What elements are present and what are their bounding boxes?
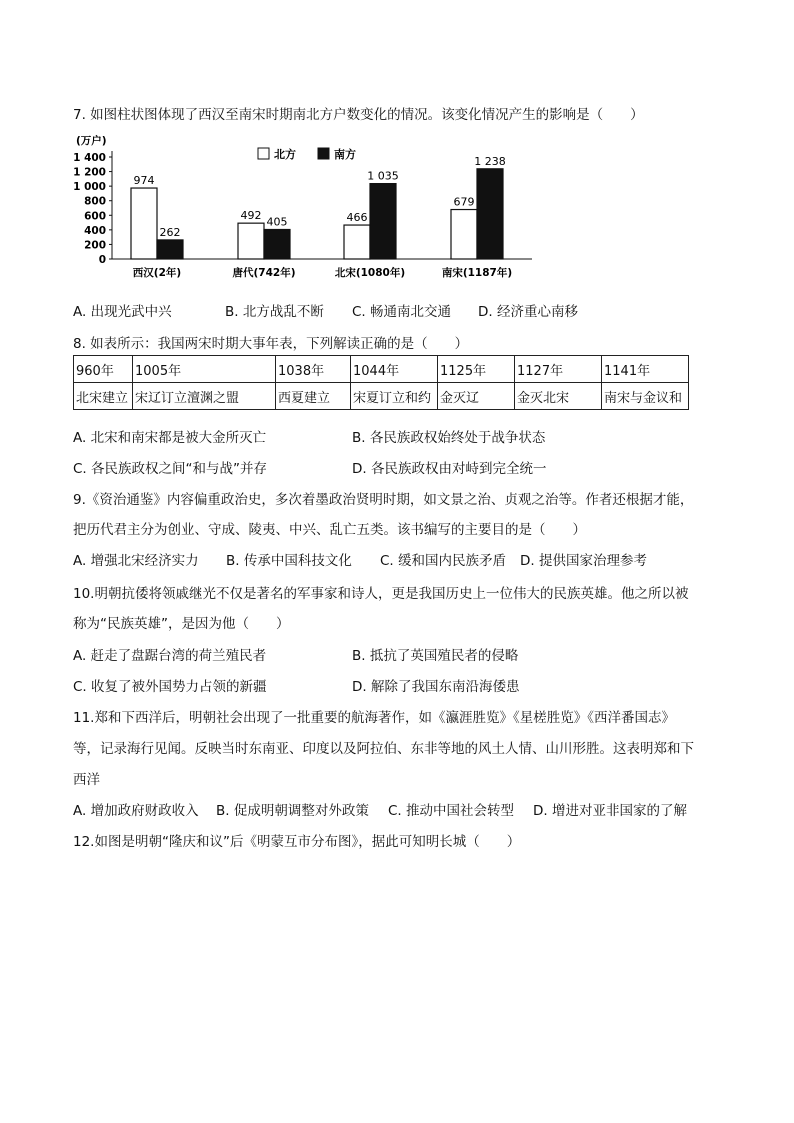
x-tick-label: 唐代(742年)	[232, 267, 296, 279]
q10-option-b[interactable]: B. 抵抗了英国殖民者的侵略	[352, 648, 519, 664]
q11-option-d[interactable]: D. 增进对亚非国家的了解	[533, 803, 687, 819]
q11-stem-line1: 11.郑和下西洋后，明朝社会出现了一批重要的航海著作，如《瀛涯胜览》《星槎胜览》《西洋番国志》	[73, 710, 675, 726]
y-tick-label: 1 400	[73, 152, 106, 164]
y-tick-label: 0	[98, 254, 106, 266]
events-table	[73, 355, 689, 410]
y-tick-label: 600	[84, 210, 106, 223]
y-tick-label: 1 200	[73, 166, 106, 179]
q7-option-d[interactable]: D. 经济重心南移	[478, 304, 578, 320]
data-label: 262	[159, 225, 181, 239]
bar	[157, 240, 183, 259]
legend-label: 南方	[334, 148, 356, 161]
data-label: 974	[133, 174, 155, 188]
q11-stem-line2: 等，记录海行见闻。反映当时东南亚、印度以及阿拉伯、东非等地的风土人情、山川形胜。这表明郑和下	[73, 741, 694, 757]
table-cell: 宋夏订立和约	[351, 383, 438, 410]
q11-stem-line3: 西洋	[73, 772, 100, 788]
q8-option-a[interactable]: A. 北宋和南宋都是被大金所灭亡	[73, 430, 267, 446]
bar	[477, 169, 503, 259]
legend-swatch	[318, 148, 329, 159]
table-cell: 1141年	[602, 356, 689, 383]
table-cell: 960年	[74, 356, 133, 383]
bar	[451, 210, 477, 259]
data-label: 466	[346, 211, 368, 225]
data-label: 1 238	[474, 154, 506, 168]
q9-stem-line2: 把历代君主分为创业、守成、陵夷、中兴、乱亡五类。该书编写的主要目的是（ ）	[73, 522, 586, 538]
y-tick-label: 1 000	[73, 181, 106, 194]
legend-label: 北方	[274, 148, 296, 161]
table-cell: 金灭北宋	[515, 383, 602, 410]
q8-stem: 8. 如表所示：我国两宋时期大事年表，下列解读正确的是（ ）	[73, 336, 469, 352]
x-tick-label: 北宋(1080年)	[334, 267, 406, 279]
q8-option-c[interactable]: C. 各民族政权之间“和与战”并存	[73, 461, 267, 477]
bar	[344, 225, 370, 259]
q10-option-a[interactable]: A. 赶走了盘踞台湾的荷兰殖民者	[73, 648, 267, 664]
data-label: 492	[240, 209, 262, 223]
q11-option-c[interactable]: C. 推动中国社会转型	[388, 803, 515, 819]
q10-stem-line1: 10.明朝抗倭将领戚继光不仅是著名的军事家和诗人，更是我国历史上一位伟大的民族英雄。他之所以被	[73, 586, 689, 602]
table-cell: 南宋与金议和	[602, 383, 689, 410]
x-tick-label: 西汉(2年)	[132, 267, 182, 279]
y-tick-label: 400	[84, 224, 106, 237]
q7-option-b[interactable]: B. 北方战乱不断	[225, 304, 324, 320]
data-label: 679	[453, 195, 475, 209]
q7-stem: 7. 如图柱状图体现了西汉至南宋时期南北方户数变化的情况。该变化情况产生的影响是（ ）	[73, 107, 644, 123]
data-label: 405	[266, 215, 288, 229]
bar-chart	[70, 130, 550, 290]
legend-swatch	[258, 148, 269, 159]
table-cell: 1038年	[276, 356, 351, 383]
q9-option-b[interactable]: B. 传承中国科技文化	[226, 553, 352, 569]
q8-option-d[interactable]: D. 各民族政权由对峙到完全统一	[352, 461, 547, 477]
table-cell: 1125年	[438, 356, 515, 383]
q9-option-a[interactable]: A. 增强北宋经济实力	[73, 553, 199, 569]
table-cell: 金灭辽	[438, 383, 515, 410]
bar	[238, 223, 264, 259]
bar	[131, 188, 157, 259]
table-cell: 北宋建立	[74, 383, 133, 410]
table-row	[74, 356, 689, 383]
y-tick-label: 200	[84, 239, 106, 252]
table-cell: 宋辽订立澶渊之盟	[133, 383, 276, 410]
q8-option-b[interactable]: B. 各民族政权始终处于战争状态	[352, 430, 546, 446]
y-tick-label: 800	[84, 195, 106, 208]
y-axis-label: (万户)	[76, 135, 107, 147]
q9-stem-line1: 9.《资治通鉴》内容偏重政治史，多次着墨政治贤明时期，如文景之治、贞观之治等。作者还根据才能，	[73, 492, 694, 508]
table-row	[74, 383, 689, 410]
table-cell: 1127年	[515, 356, 602, 383]
q11-option-b[interactable]: B. 促成明朝调整对外政策	[216, 803, 369, 819]
x-tick-label: 南宋(1187年)	[441, 267, 513, 279]
data-label: 1 035	[367, 169, 399, 183]
q9-option-c[interactable]: C. 缓和国内民族矛盾	[380, 553, 507, 569]
q10-option-d[interactable]: D. 解除了我国东南沿海倭患	[352, 679, 520, 695]
q7-option-a[interactable]: A. 出现光武中兴	[73, 304, 172, 320]
q10-option-c[interactable]: C. 收复了被外国势力占领的新疆	[73, 679, 267, 695]
q9-option-d[interactable]: D. 提供国家治理参考	[520, 553, 647, 569]
table-cell: 1044年	[351, 356, 438, 383]
bar	[264, 229, 290, 259]
q10-stem-line2: 称为“民族英雄”，是因为他（ ）	[73, 616, 290, 632]
table-cell: 1005年	[133, 356, 276, 383]
q7-option-c[interactable]: C. 畅通南北交通	[352, 304, 452, 320]
q12-stem: 12.如图是明朝“隆庆和议”后《明蒙互市分布图》，据此可知明长城（ ）	[73, 834, 521, 850]
q11-option-a[interactable]: A. 增加政府财政收入	[73, 803, 199, 819]
bar	[370, 184, 396, 259]
table-cell: 西夏建立	[276, 383, 351, 410]
